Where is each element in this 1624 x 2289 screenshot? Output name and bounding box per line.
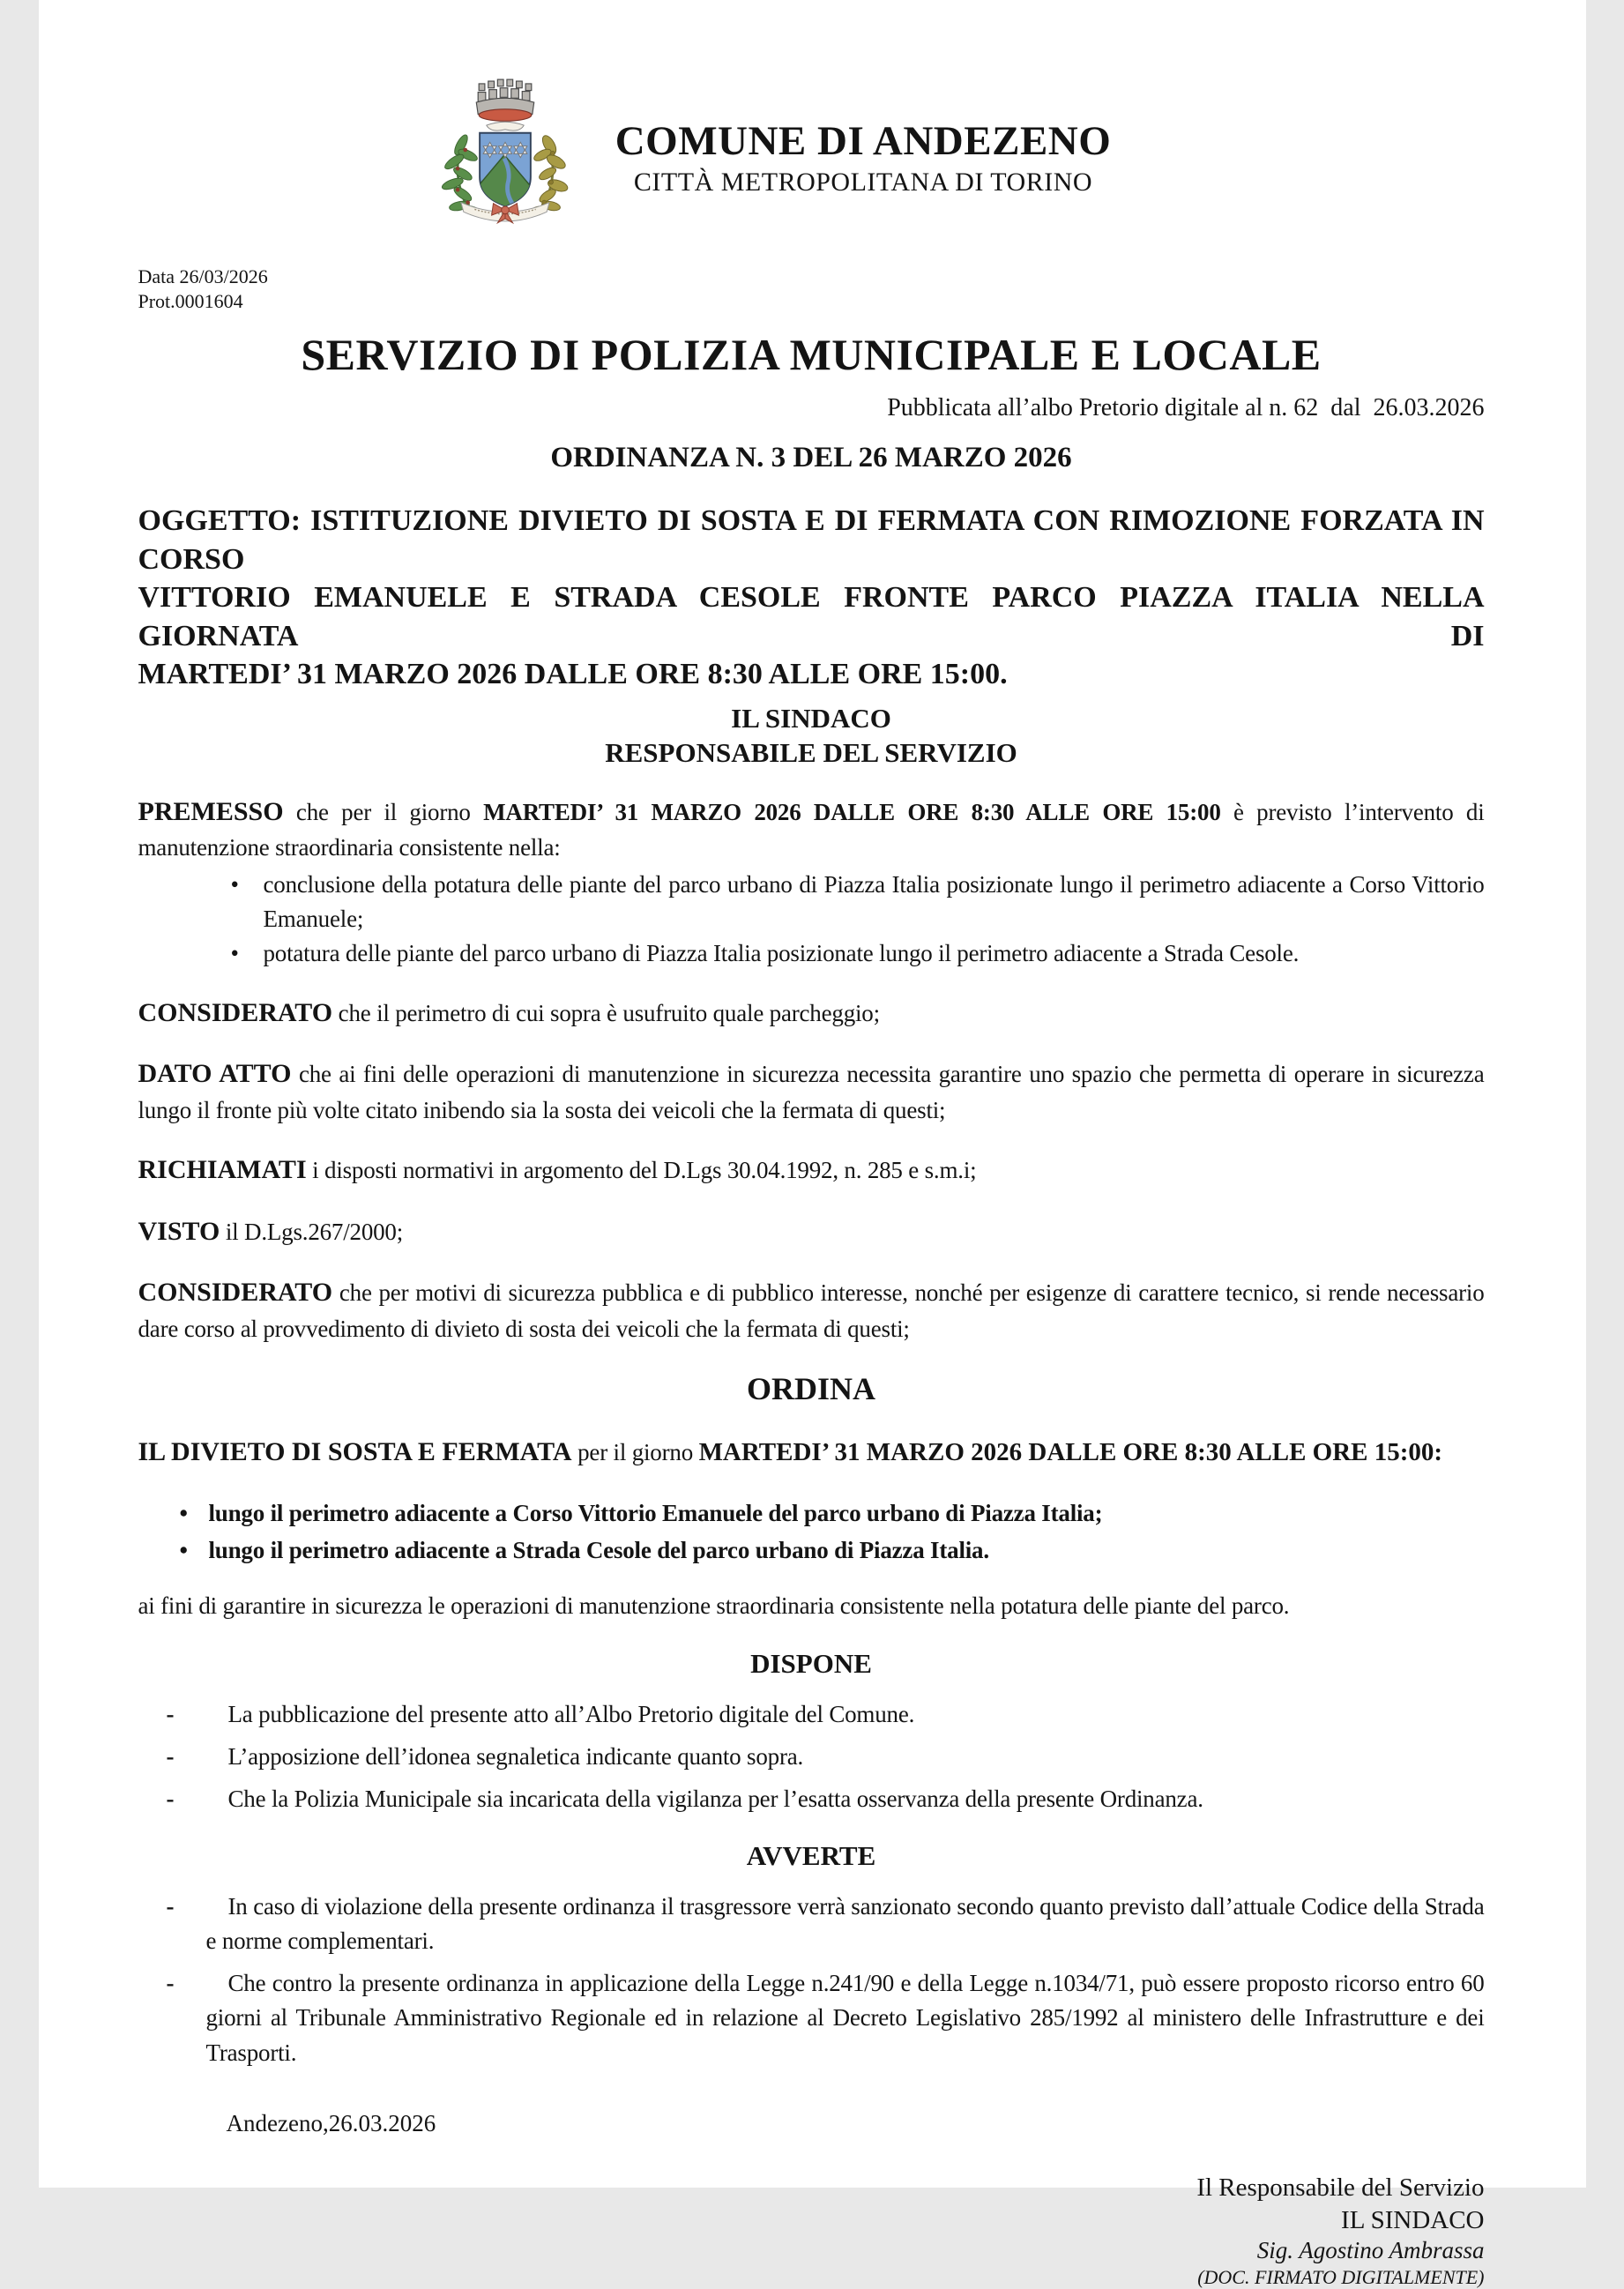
paragraph-lead: CONSIDERATO (138, 998, 333, 1027)
municipality-name: COMUNE DI ANDEZENO (90, 120, 1624, 163)
document-body (138, 265, 1485, 2289)
signature-note: (DOC. FIRMATO DIGITALMENTE) (138, 2265, 1485, 2289)
ordina-period: MARTEDI’ 31 MARZO 2026 DALLE ORE 8:30 ALLE ORE 15:00: (699, 1438, 1443, 1466)
paragraph-text: i disposti normativi in argomento del D.Lgs 30.04.1992, n. 285 e s.m.i; (307, 1157, 977, 1183)
bullet-item (138, 868, 1485, 936)
dispone-list (138, 1697, 1485, 1816)
ordinance-page (39, 0, 1586, 2188)
signature-block (138, 2172, 1485, 2289)
ordina-mid: per il giorno (572, 1439, 699, 1465)
list-item-text: Che la Polizia Municipale sia incaricata della vigilanza per l’esatta osservanza della presente Ordinanza. (228, 1786, 1203, 1812)
bullet-text: lungo il perimetro adiacente a Corso Vittorio Emanuele del parco urbano di Piazza Italia; (209, 1500, 1103, 1526)
subject-line: VITTORIO EMANUELE E STRADA CESOLE FRONTE PARCO PIAZZA ITALIA NELLA GIORNATA DI (138, 578, 1485, 655)
paragraph-text: che il perimetro di cui sopra è usufruito quale parcheggio; (332, 1000, 880, 1026)
publication-line: Pubblicata all’albo Pretorio digitale al n. 62 dal 26.03.2026 (138, 393, 1485, 423)
considerato-1-paragraph (138, 994, 1485, 1033)
ordina-heading: ORDINA (138, 1369, 1485, 1409)
signature-title: IL SINDACO (138, 2204, 1485, 2236)
dispone-heading: DISPONE (138, 1647, 1485, 1681)
ordina-paragraph (138, 1432, 1485, 1473)
paragraph-text: il D.Lgs.267/2000; (220, 1219, 403, 1245)
ordina-lead: IL DIVIETO DI SOSTA E FERMATA (138, 1437, 572, 1466)
bullet-item (138, 1495, 1485, 1532)
ordina-bullet-list (138, 1495, 1485, 1569)
signature-name: Sig. Agostino Ambrassa (138, 2236, 1485, 2265)
paragraph-text: che per motivi di sicurezza pubblica e di pubblico interesse, nonché per esigenze di carattere tecnico, si rende necessario dare corso al provvedimento di divieto di sosta dei veicoli che la fermata di questi; (138, 1279, 1485, 1342)
list-item-text: In caso di violazione della presente ordinanza il trasgressore verrà sanzionato secondo quanto previsto dall’attuale Codice della Strada e norme complementari. (206, 1893, 1485, 1954)
dato-atto-paragraph (138, 1055, 1485, 1128)
ordina-closing: ai fini di garantire in sicurezza le operazioni di manutenzione straordinaria consistente nella potatura delle piante del parco. (138, 1589, 1485, 1623)
premesso-period: MARTEDI’ 31 MARZO 2026 DALLE ORE 8:30 ALLE ORE 15:00 (483, 799, 1221, 825)
bullet-item (138, 1532, 1485, 1569)
avverte-heading: AVVERTE (138, 1839, 1485, 1874)
document-header (90, 120, 1624, 198)
paragraph-text: che ai fini delle operazioni di manutenzione in sicurezza necessita garantire uno spazio che permetta di operare in sicurezza lungo il fronte più volte citato inibendo sia la sosta dei veicoli che la fermata di questi; (138, 1061, 1485, 1123)
premesso-mid: che per il giorno (284, 799, 484, 825)
dash-marker: - (167, 1966, 175, 2001)
municipality-subtitle: CITTÀ METROPOLITANA DI TORINO (90, 167, 1624, 198)
list-item-text: L’apposizione dell’idonea segnaletica indicante quanto sopra. (228, 1743, 804, 1770)
ordinance-number: ORDINANZA N. 3 DEL 26 MARZO 2026 (138, 441, 1485, 476)
dash-marker: - (167, 1697, 175, 1732)
considerato-2-paragraph (138, 1273, 1485, 1346)
paragraph-lead: DATO ATTO (138, 1059, 292, 1088)
dash-marker: - (167, 1890, 175, 1924)
protocol-date: Data 26/03/2026 (138, 265, 1485, 289)
authority-sindaco: IL SINDACO (138, 701, 1485, 735)
signature-role: Il Responsabile del Servizio (138, 2172, 1485, 2203)
bullet-text: potatura delle piante del parco urbano di Piazza Italia posizionate lungo il perimetro adiacente a Strada Cesole. (264, 940, 1300, 966)
premesso-tail: è previsto l’intervento di manutenzione straordinaria consistente nella: (138, 799, 1485, 861)
list-item (138, 1782, 1485, 1816)
visto-paragraph (138, 1212, 1485, 1251)
premesso-bullet-list (138, 868, 1485, 971)
paragraph-lead: RICHIAMATI (138, 1155, 307, 1184)
bullet-marker: • (231, 868, 239, 902)
paragraph-lead: VISTO (138, 1217, 220, 1246)
premesso-paragraph (138, 793, 1485, 866)
list-item (138, 1740, 1485, 1774)
paragraph-lead: CONSIDERATO (138, 1278, 333, 1307)
avverte-list (138, 1890, 1485, 2070)
subject-line: OGGETTO: ISTITUZIONE DIVIETO DI SOSTA E DI FERMATA CON RIMOZIONE FORZATA IN CORSO (138, 502, 1485, 578)
bullet-marker: • (180, 1532, 188, 1569)
premesso-lead: PREMESSO (138, 797, 284, 826)
subject-line: MARTEDI’ 31 MARZO 2026 DALLE ORE 8:30 ALLE ORE 15:00. (138, 655, 1485, 694)
authority-heading (138, 701, 1485, 770)
list-item-text: Che contro la presente ordinanza in applicazione della Legge n.241/90 e della Legge n.1034/71, può essere proposto ricorso entro 60 giorni al Tribunale Amministrativo Regionale ed in relazione al Decreto Legislativo 285/1992 al ministero delle Infrastrutture e dei Trasporti. (206, 1970, 1485, 2065)
protocol-block (138, 265, 1485, 313)
bullet-item (138, 936, 1485, 971)
bullet-marker: • (180, 1495, 188, 1532)
subject-paragraph (138, 502, 1485, 694)
dash-marker: - (167, 1782, 175, 1816)
list-item-text: La pubblicazione del presente atto all’Albo Pretorio digitale del Comune. (228, 1701, 915, 1727)
richiamati-paragraph (138, 1151, 1485, 1189)
list-item (138, 1890, 1485, 1958)
document-title: SERVIZIO DI POLIZIA MUNICIPALE E LOCALE (138, 331, 1485, 379)
list-item (138, 1697, 1485, 1732)
dash-marker: - (167, 1740, 175, 1774)
bullet-marker: • (231, 936, 239, 971)
authority-responsabile: RESPONSABILE DEL SERVIZIO (138, 735, 1485, 770)
list-item (138, 1966, 1485, 2069)
protocol-number: Prot.0001604 (138, 289, 1485, 314)
bullet-text: lungo il perimetro adiacente a Strada Cesole del parco urbano di Piazza Italia. (209, 1537, 989, 1563)
place-date: Andezeno,26.03.2026 (138, 2107, 1485, 2141)
bullet-text: conclusione della potatura delle piante del parco urbano di Piazza Italia posizionate lungo il perimetro adiacente a Corso Vittorio Emanuele; (264, 871, 1485, 932)
